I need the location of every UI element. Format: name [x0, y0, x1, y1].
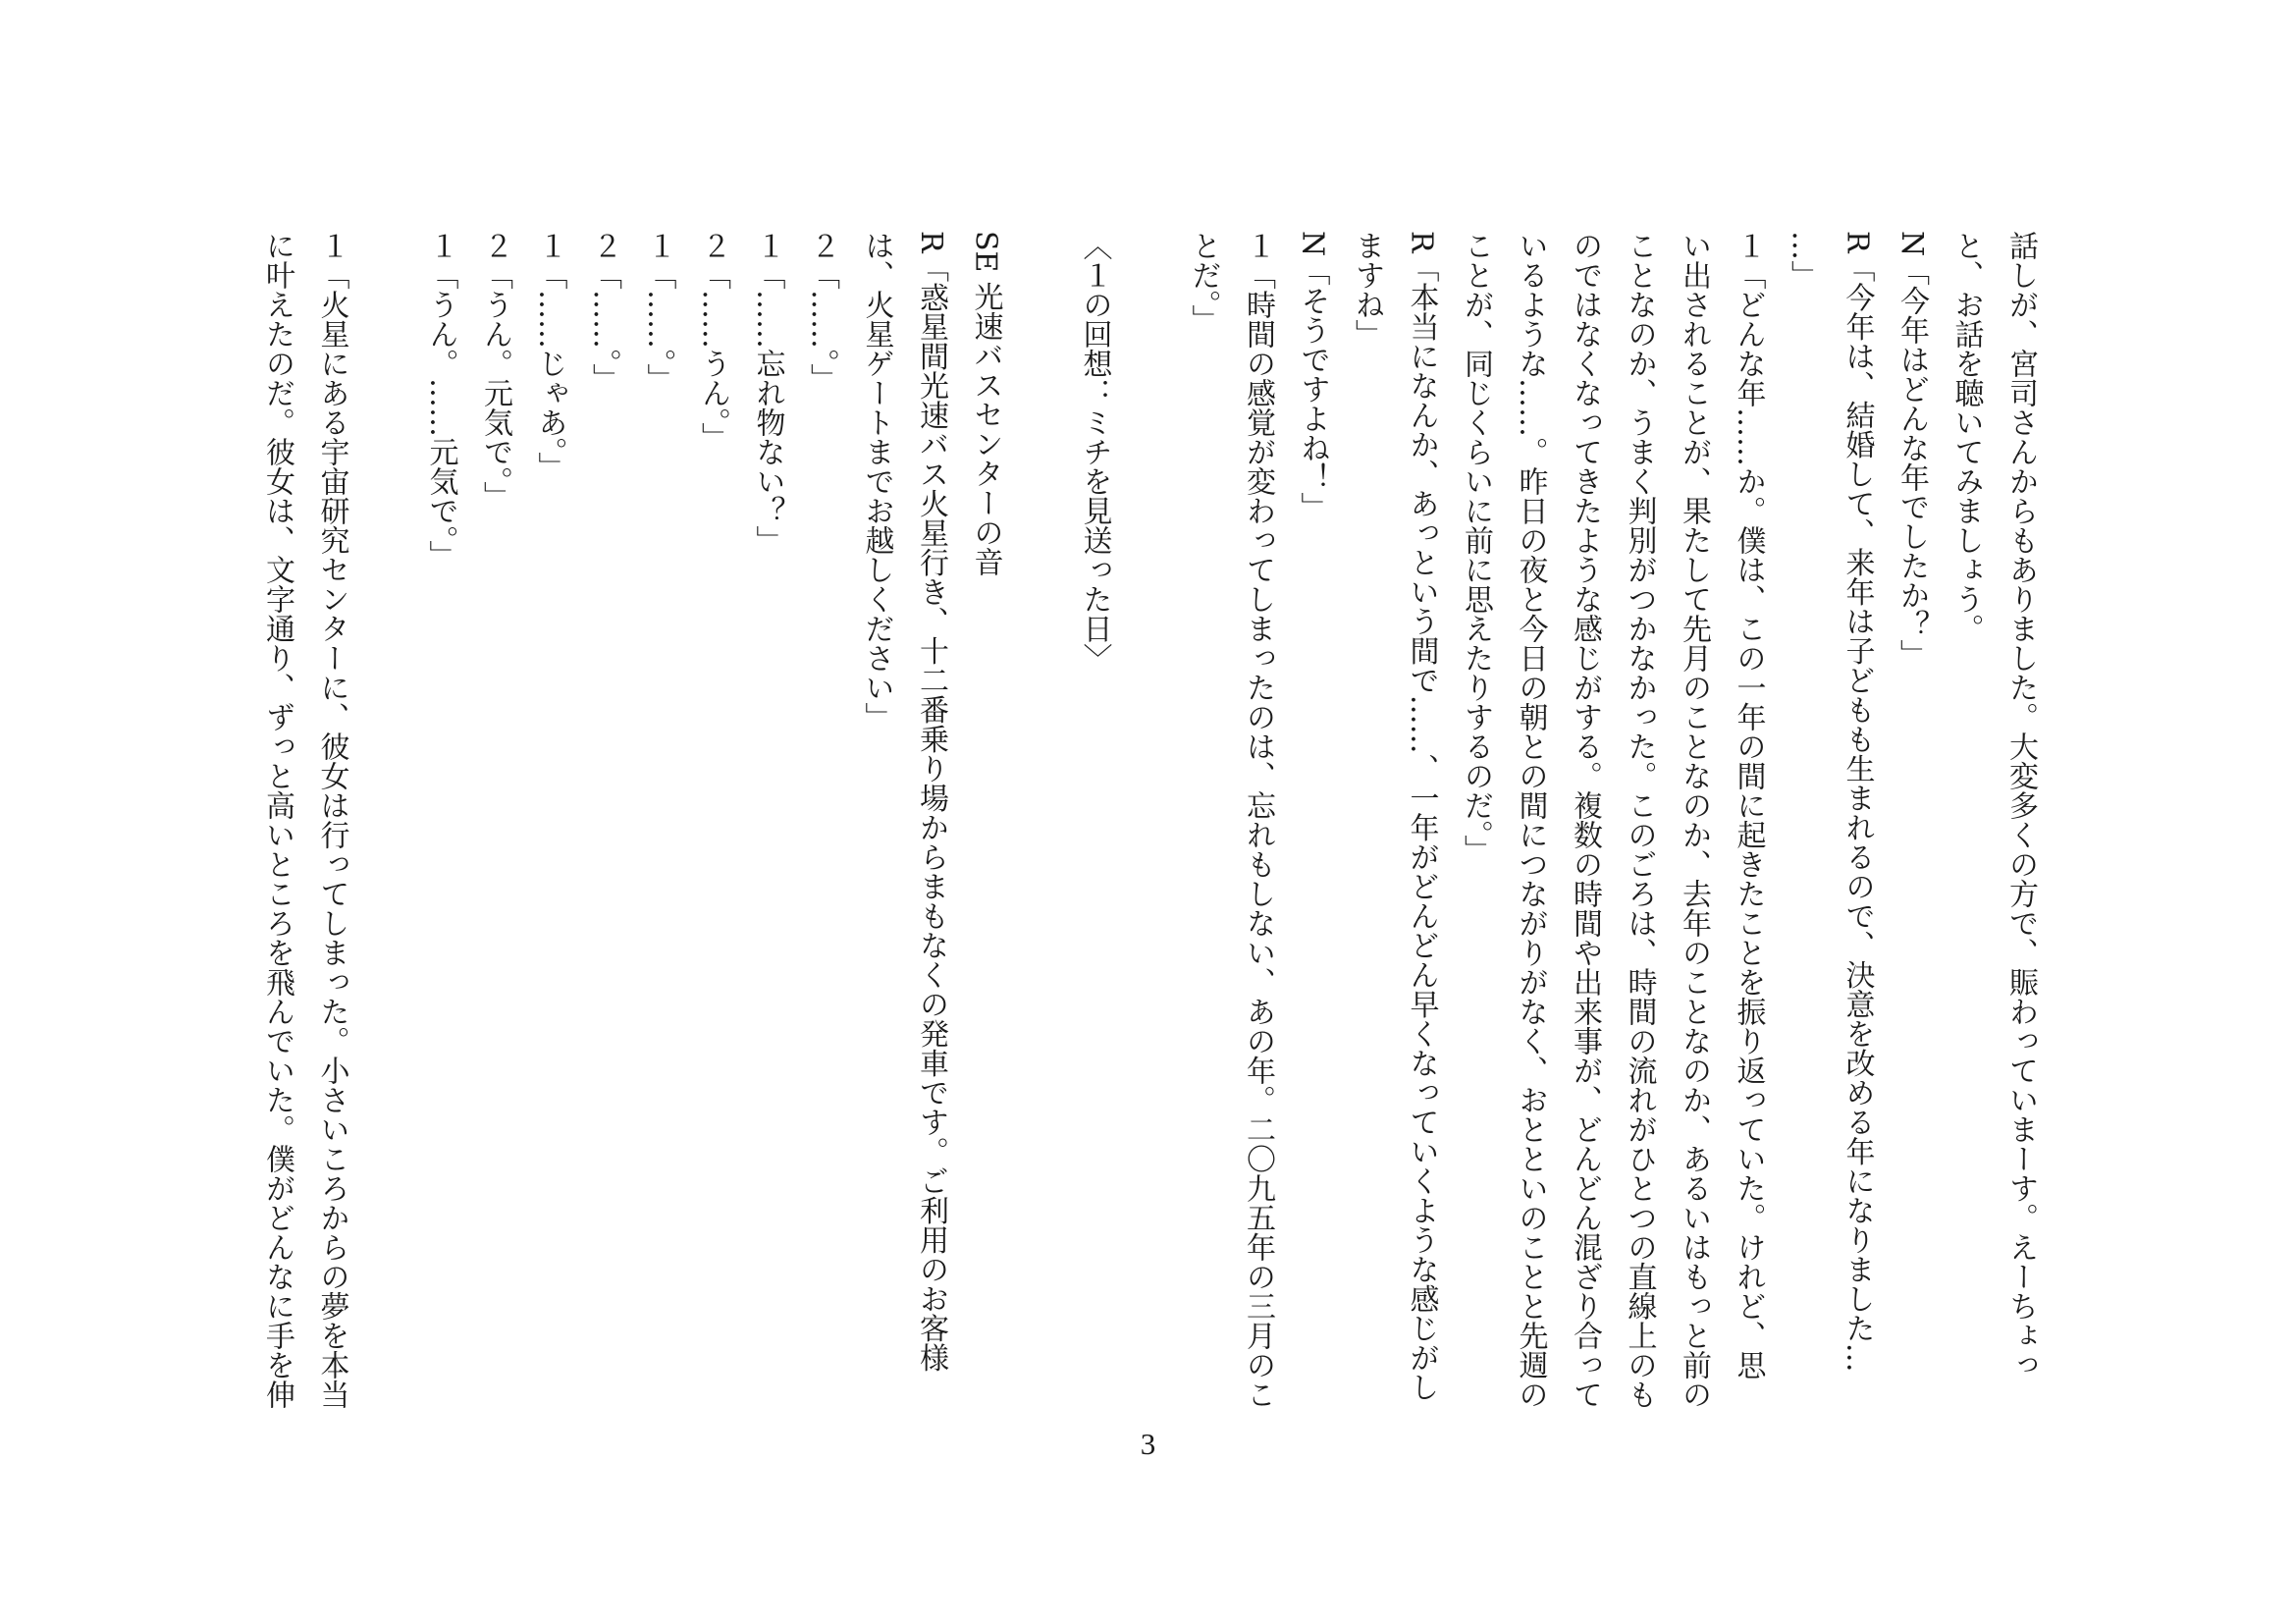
text-line: SE 光速バスセンターの音 — [968, 231, 1003, 576]
text-line: N「今年はどんな年でしたか？」 — [1895, 231, 1929, 670]
page-number: 3 — [1140, 1427, 1156, 1461]
text-line: R「本当になんか、あっという間で……、一年がどんどん早くなっていくような感じがし — [1404, 231, 1439, 1402]
vertical-text-body — [236, 231, 2048, 1409]
text-line: …」 — [1786, 231, 1820, 290]
text-line: は、火星ゲートまでお越しください」 — [859, 231, 894, 731]
text-line: ２「……うん。」 — [696, 231, 730, 452]
text-line: い出されることが、果たして先月のことなのか、去年のことなのか、あるいはもっと前の — [1677, 231, 1711, 1409]
text-line: N「そうですよね！」 — [1295, 231, 1330, 522]
blank-line — [359, 231, 414, 1409]
text-line: とだ。」 — [1186, 231, 1221, 334]
text-line: １「うん。……元気で。」 — [423, 231, 458, 569]
text-line: ２「……。」 — [587, 231, 621, 393]
blank-line — [1122, 231, 1177, 1409]
blank-line — [1013, 231, 1068, 1409]
text-line: ことが、同じくらいに前に思えたりするのだ。」 — [1459, 231, 1493, 864]
text-line: １「……忘れ物ない？」 — [750, 231, 785, 555]
text-line: R「今年は、結婚して、来年は子どもも生まれるので、決意を改める年になりました… — [1840, 231, 1875, 1373]
text-line: ますね」 — [1350, 231, 1384, 349]
text-line: １「どんな年……か。僕は、この一年の間に起きたことを振り返っていた。けれど、思 — [1731, 231, 1766, 1380]
text-line: R「惑星間光速バス火星行き、十二番乗り場からまもなくの発車です。ご利用のお客様 — [914, 231, 948, 1373]
text-line: ２「うん。元気で。」 — [478, 231, 512, 511]
text-line: 話しが、宮司さんからもありました。大変多くの方で、賑わっていまーす。えーちょっ — [2003, 231, 2038, 1380]
text-line: に叶えたのだ。彼女は、文字通り、ずっと高いところを飛んでいた。僕がどんなに手を伸 — [260, 231, 294, 1409]
text-line: いるような……。昨日の夜と今日の朝との間につながりがなく、おとといのことと先週の — [1513, 231, 1548, 1409]
text-line: １「……。」 — [641, 231, 676, 393]
text-line: 〈１の回想：ミチを見送った日〉 — [1077, 231, 1112, 673]
text-line: のではなくなってきたような感じがする。複数の時間や出来事が、どんどん混ざり合って — [1568, 231, 1602, 1409]
text-line: １「……じゃあ。」 — [532, 231, 567, 481]
text-line: １「時間の感覚が変わってしまったのは、忘れもしない、あの年。二〇九五年の三月のこ — [1241, 231, 1275, 1409]
text-line: と、お話を聴いてみましょう。 — [1949, 231, 1984, 643]
text-line: １「火星にある宇宙研究センターに、彼女は行ってしまった。小さいころからの夢を本当 — [314, 231, 349, 1409]
text-line: ことなのか、うまく判別がつかなかった。このごろは、時間の流れがひとつの直線上のも — [1622, 231, 1657, 1409]
text-line: ２「……。」 — [805, 231, 839, 393]
